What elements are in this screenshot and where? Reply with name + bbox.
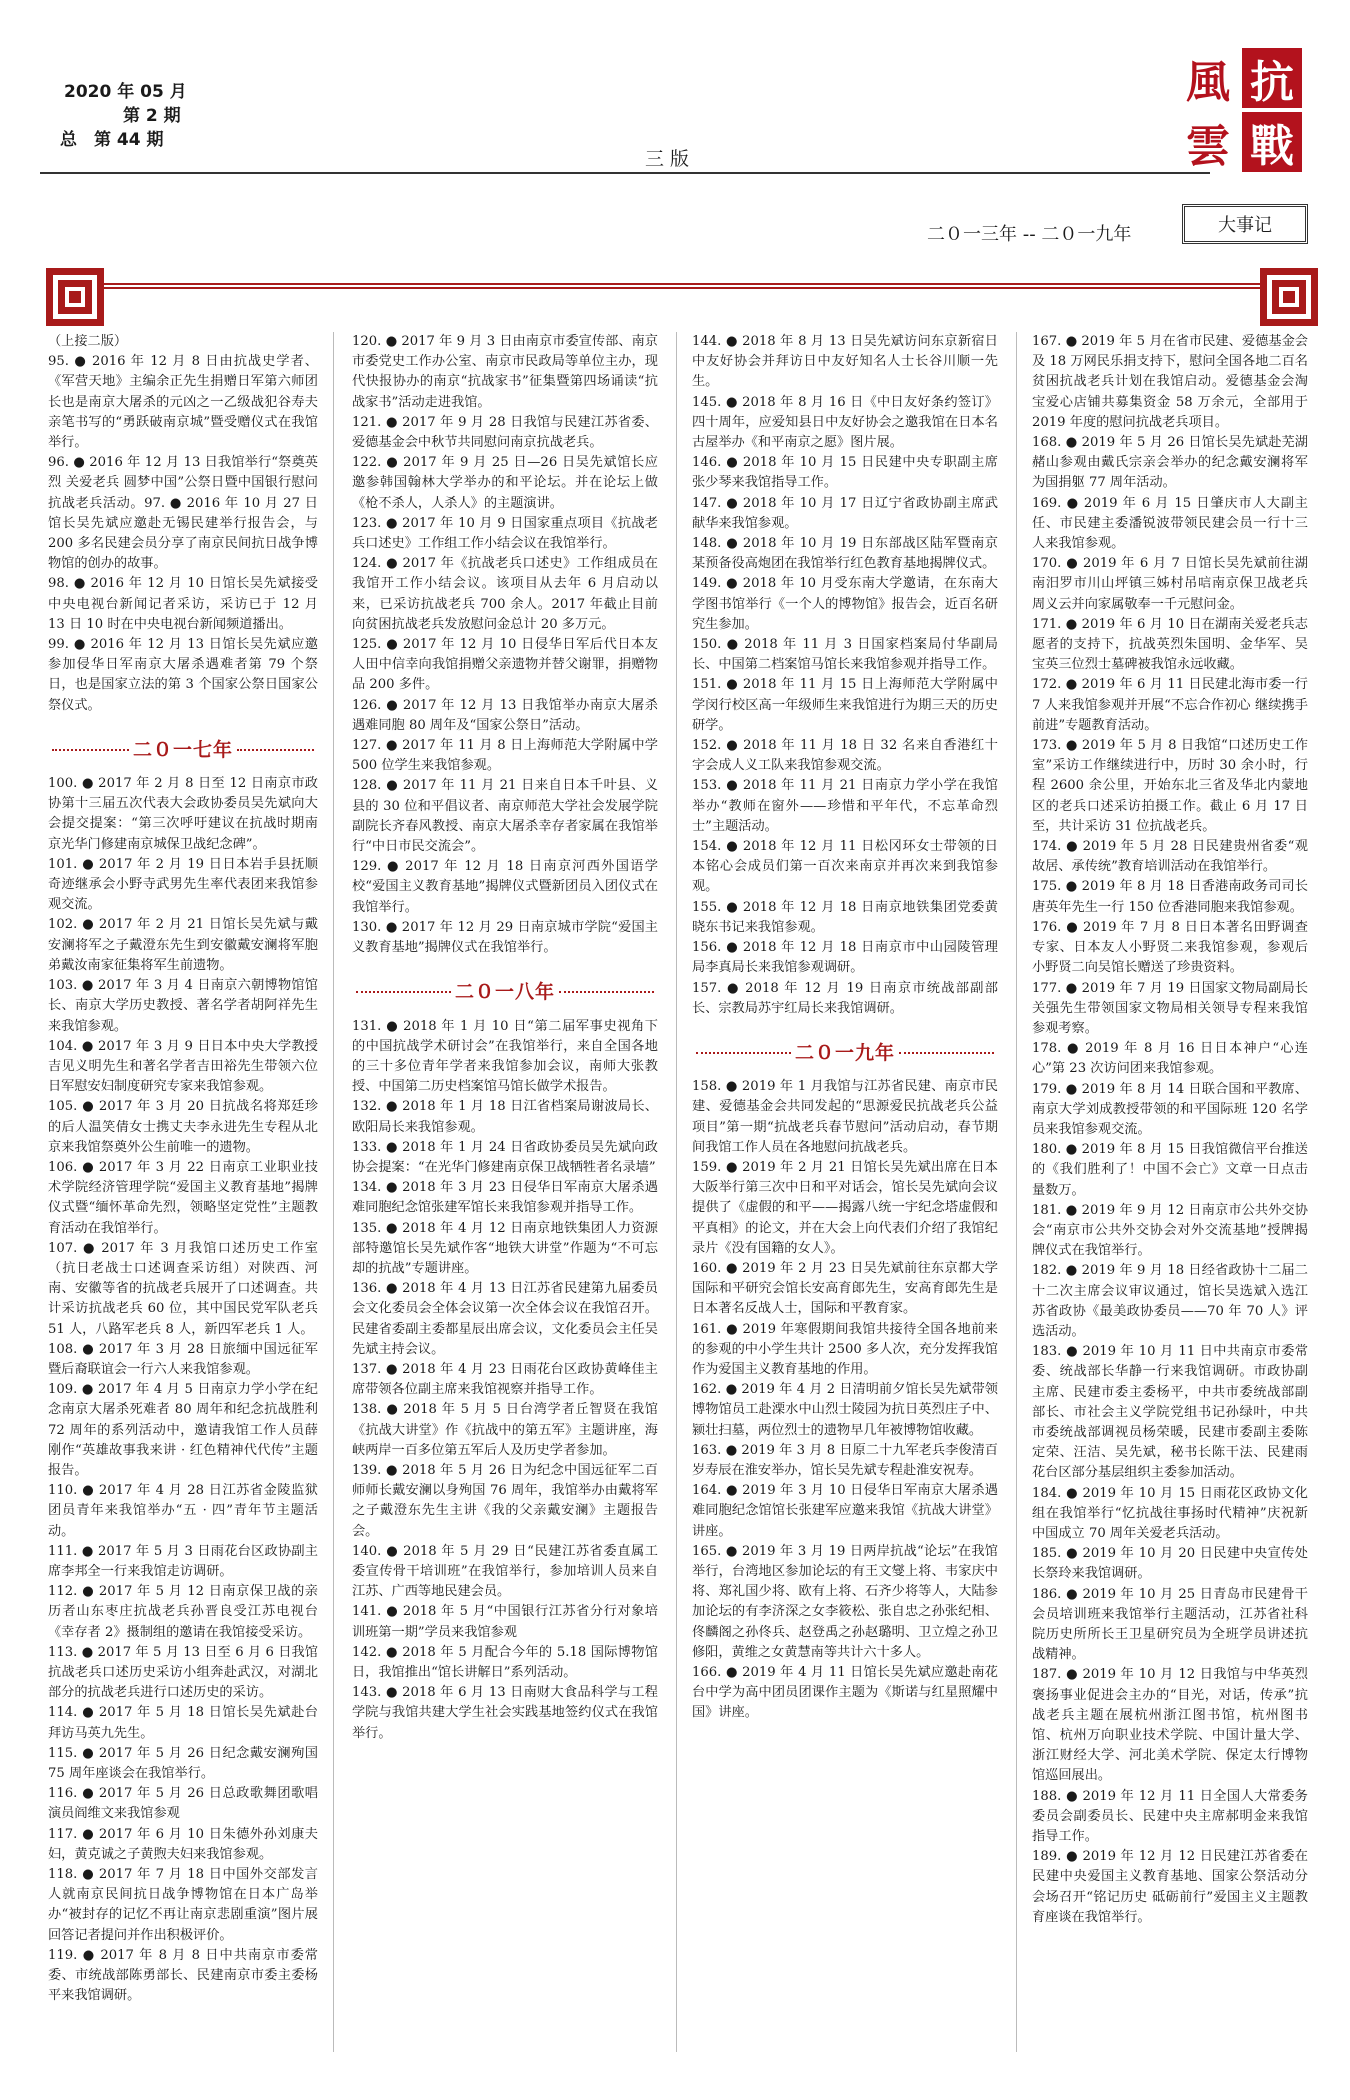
chronicle-entry: 98. ● 2016 年 12 月 10 日馆长吴先斌接受中央电视台新闻记者采访，采访已于 12 月 13 日 10 时在中央电视台新闻频道播出。 bbox=[48, 576, 318, 632]
chronicle-entry: 150. ● 2018 年 11 月 3 日国家档案局付华副局长、中国第二档案馆马馆长来我馆参观并指导工作。 bbox=[692, 637, 998, 673]
chronicle-entry: 132. ● 2018 年 1 月 18 日江省档案局谢波局长、欧阳局长来我馆参观。 bbox=[352, 1099, 658, 1135]
chronicle-entry: 189. ● 2019 年 12 月 12 日民建江苏省委在民建中央爱国主义教育基地、国家公祭活动分会场召开“铭记历史 砥砺前行”爱国主义主题教育座谈在我馆举行。 bbox=[1032, 1849, 1308, 1925]
chronicle-entry: 174. ● 2019 年 5 月 28 日民建贵州省委“观故居、承传统”教育培训活动在我馆举行。 bbox=[1032, 839, 1308, 875]
chronicle-entry: 96. ● 2016 年 12 月 13 日我馆举行“祭奠英烈 关爱老兵 圆梦中国”公祭日暨中国银行慰问抗战老兵活动。97. ● 2016 年 10 月 27 日馆长吴先斌应邀赴无锡民建举行报告会，与 200 多名民建会员分享了南京民间抗日战争博物馆的创办的故事。 bbox=[48, 455, 318, 572]
chronicle-entry: 184. ● 2019 年 10 月 15 日雨花区政协文化组在我馆举行“忆抗战往事扬时代精神”庆祝新中国成立 70 周年关爱老兵活动。 bbox=[1032, 1485, 1308, 1541]
page-section: 三 版 bbox=[645, 148, 690, 170]
issue-total: 总 第 44 期 bbox=[60, 130, 164, 150]
logo-char-4: 戰 bbox=[1242, 112, 1302, 172]
chronicle-entry: 112. ● 2017 年 5 月 12 日南京保卫战的亲历者山东枣庄抗战老兵孙晋良受江苏电视台《幸存者 2》摄制组的邀请在我馆接受采访。 bbox=[48, 1584, 318, 1640]
left-fret-ornament bbox=[46, 268, 104, 326]
chronicle-entry: 172. ● 2019 年 6 月 11 日民建北海市委一行 7 人来我馆参观并开展“不忘合作初心 继续携手前进”专题教育活动。 bbox=[1032, 677, 1308, 733]
chronicle-entry: 125. ● 2017 年 12 月 10 日侵华日军后代日本友人田中信幸向我馆捐赠父亲遗物并替父谢罪，捐赠物品 200 多件。 bbox=[352, 637, 658, 693]
chronicle-entry: 143. ● 2018 年 6 月 13 日南财大食品科学与工程学院与我馆共建大学生社会实践基地签约仪式在我馆举行。 bbox=[352, 1685, 658, 1741]
chronicle-entry: 129. ● 2017 年 12 月 18 日南京河西外国语学校“爱国主义教育基地”揭牌仪式暨新团员入团仪式在我馆举行。 bbox=[352, 859, 658, 915]
chronicle-entry: 187. ● 2019 年 10 月 12 日我馆与中华英烈褒扬事业促进会主办的“目光，对话，传承”抗战老兵主题在展杭州浙江图书馆，杭州图书馆、杭州万向职业技术学院、中国计量大学、浙江财经大学、河北美术学院、保定太行博物馆巡回展出。 bbox=[1032, 1667, 1308, 1784]
chronicle-entry: 171. ● 2019 年 6 月 10 日在湖南关爱老兵志愿者的支持下，抗战英烈朱国明、金华军、吴宝英三位烈士墓碑被我馆永远收藏。 bbox=[1032, 616, 1308, 673]
year-heading: 二０一七年 bbox=[48, 740, 318, 760]
column-divider bbox=[1016, 332, 1017, 2052]
chronicle-entry: 183. ● 2019 年 10 月 11 日中共南京市委常委、统战部长华静一行来我馆调研。市政协副主席、民建市委主委杨平，中共市委统战部副部长、市社会主义学院党组书记孙绿叶，中共市委统战部调视员杨荣暖，民建市委副主委陈定荣、汪洁、吴先斌，秘书长陈干法、民建雨花台区部分基层组织主委参加活动。 bbox=[1032, 1344, 1308, 1481]
chronicle-entry: 121. ● 2017 年 9 月 28 日我馆与民建江苏省委、爱德基金会中秋节共同慰问南京抗战老兵。 bbox=[352, 414, 658, 451]
right-fret-ornament bbox=[1260, 268, 1318, 326]
column-4 bbox=[1032, 332, 1308, 1928]
chronicle-entry: 142. ● 2018 年 5 月配合今年的 5.18 国际博物馆日，我馆推出“馆长讲解日”系列活动。 bbox=[352, 1644, 658, 1680]
chronicle-entry: 110. ● 2017 年 4 月 28 日江苏省金陵监狱团员青年来我馆举办“五 · 四”青年节主题活动。 bbox=[48, 1483, 318, 1539]
chronicle-entry: 137. ● 2018 年 4 月 23 日雨花台区政协黄峰佳主席带领各位副主席来我馆视察并指导工作。 bbox=[352, 1361, 658, 1398]
chronicle-entry: 115. ● 2017 年 5 月 26 日纪念戴安澜殉国 75 周年座谈会在我馆举行。 bbox=[48, 1745, 318, 1782]
chronicle-entry: 164. ● 2019 年 3 月 10 日侵华日军南京大屠杀遇难同胞纪念馆馆长张建军应邀来我馆《抗战大讲堂》讲座。 bbox=[692, 1483, 998, 1539]
logo-char-3: 雲 bbox=[1178, 112, 1238, 172]
column-2 bbox=[352, 332, 658, 1744]
chronicle-entry: 151. ● 2018 年 11 月 15 日上海师范大学附属中学闵行校区高一年级师生来我馆进行为期三天的历史研学。 bbox=[692, 677, 998, 733]
chronicle-entry: 168. ● 2019 年 5 月 26 日馆长吴先斌赴芜湖赭山参观由戴氏宗亲会举办的纪念戴安澜将军为国捐躯 77 周年活动。 bbox=[1032, 435, 1308, 491]
chronicle-entry: 145. ● 2018 年 8 月 16 日《中日友好条约签订》四十周年，应爱知县日中友好协会之邀我馆在日本名古屋举办《和平南京之愿》图片展。 bbox=[692, 394, 998, 451]
chronicle-entry: （上接二版） bbox=[48, 334, 128, 349]
chronicle-entry: 146. ● 2018 年 10 月 15 日民建中央专职副主席张少琴来我馆指导工作。 bbox=[692, 455, 998, 491]
chronicle-entry: 99. ● 2016 年 12 月 13 日馆长吴先斌应邀参加侵华日军南京大屠杀遇难者第 79 个祭日，也是国家立法的第 3 个国家公祭日国家公祭仪式。 bbox=[48, 637, 318, 713]
column-divider bbox=[676, 332, 677, 2052]
chronicle-entry: 188. ● 2019 年 12 月 11 日全国人大常委务委员会副委员长、民建中央主席郝明金来我馆指导工作。 bbox=[1032, 1788, 1308, 1845]
logo-char-2: 抗 bbox=[1242, 48, 1302, 108]
chronicle-entry: 111. ● 2017 年 5 月 3 日雨花台区政协副主席李邦全一行来我馆走访调研。 bbox=[48, 1543, 318, 1579]
chronicle-entry: 109. ● 2017 年 4 月 5 日南京力学小学在纪念南京大屠杀死难者 80 周年和纪念抗战胜利 72 周年的系列活动中，邀请我馆工作人员薛刚作“英雄故事我来讲 · 红色精神代代传”主题报告。 bbox=[48, 1382, 318, 1478]
chronicle-entry: 138. ● 2018 年 5 月 5 日台湾学者丘智贤在我馆《抗战大讲堂》作《抗战中的第五军》主题讲座，海峡两岸一百多位第五军后人及历史学者参加。 bbox=[352, 1402, 658, 1458]
chronicle-entry: 130. ● 2017 年 12 月 29 日南京城市学院“爱国主义教育基地”揭牌仪式在我馆举行。 bbox=[352, 919, 658, 956]
chronicle-entry: 149. ● 2018 年 10 月受东南大学邀请，在东南大学图书馆举行《一个人的博物馆》报告会，近百名研究生参加。 bbox=[692, 576, 998, 632]
chronicle-entry: 107. ● 2017 年 3 月我馆口述历史工作室（抗日老战士口述调查采访组）对陕西、河南、安徽等省的抗战老兵展开了口述调查。共计采访抗战老兵 60 位，其中国民党军队老兵 51 人，八路军老兵 8 人，新四军老兵 1 人。 bbox=[48, 1240, 318, 1337]
chronicle-entry: 181. ● 2019 年 9 月 12 日南京市公共外交协会“南京市公共外交协会对外交流基地”授牌揭牌仪式在我馆举行。 bbox=[1032, 1202, 1308, 1259]
chronicle-entry: 113. ● 2017 年 5 月 13 日至 6 月 6 日我馆抗战老兵口述历史采访小组奔赴武汉，对湖北部分的抗战老兵进行口述历史的采访。 bbox=[48, 1644, 318, 1701]
header-rule bbox=[40, 172, 1210, 174]
chronicle-entry: 161. ● 2019 年寒假期间我馆共接待全国各地前来的参观的中小学生共计 2500 多人次，充分发挥我馆作为爱国主义教育基地的作用。 bbox=[692, 1321, 998, 1377]
chronicle-entry: 153. ● 2018 年 11 月 21 日南京力学小学在我馆举办“教师在窗外——珍惜和平年代，不忘革命烈士”主题活动。 bbox=[692, 778, 998, 834]
chronicle-entry: 179. ● 2019 年 8 月 14 日联合国和平教席、南京大学刘成教授带领的和平国际班 120 名学员来我馆参观交流。 bbox=[1032, 1081, 1308, 1137]
chronicle-entry: 152. ● 2018 年 11 月 18 日 32 名来自香港红十字会成人义工队来我馆参观交流。 bbox=[692, 738, 998, 774]
newspaper-logo bbox=[1178, 44, 1308, 176]
logo-char-1: 風 bbox=[1178, 48, 1238, 108]
chronicle-entry: 169. ● 2019 年 6 月 15 日肇庆市人大副主任、市民建主委潘锐波带领民建会员一行十三人来我馆参观。 bbox=[1032, 495, 1308, 552]
year-heading: 二０一九年 bbox=[692, 1043, 998, 1063]
chronicle-entry: 158. ● 2019 年 1 月我馆与江苏省民建、南京市民建、爱德基金会共同发起的“思源爱民抗战老兵公益项目”第一期“抗战老兵春节慰问”活动启动，春节期间我馆工作人员在各地慰问抗战老兵。 bbox=[692, 1079, 998, 1155]
chronicle-entry: 156. ● 2018 年 12 月 18 日南京市中山园陵管理局李真局长来我馆参观调研。 bbox=[692, 940, 998, 976]
chronicle-entry: 122. ● 2017 年 9 月 25 日—26 日吴先斌馆长应邀参韩国翰林大学举办的和平论坛。并在论坛上做《枪不杀人，人杀人》的主题演讲。 bbox=[352, 455, 658, 511]
column-divider bbox=[333, 332, 334, 2052]
chronicle-entry: 144. ● 2018 年 8 月 13 日吴先斌访问东京新宿日中友好协会并拜访日中友好知名人士长谷川顺一先生。 bbox=[692, 334, 998, 390]
date-range: 二０一三年 -- 二０一九年 bbox=[927, 224, 1132, 245]
chronicle-entry: 128. ● 2017 年 11 月 21 日来自日本千叶县、义县的 30 位和平倡议者、南京师范大学社会发展学院副院长齐春风教授、南京大屠杀幸存者家属在我馆举行“中日市民交流会”。 bbox=[352, 778, 658, 855]
chronicle-entry: 123. ● 2017 年 10 月 9 日国家重点项目《抗战老兵口述史》工作组工作小结会议在我馆举行。 bbox=[352, 515, 658, 552]
chronicle-entry: 163. ● 2019 年 3 月 8 日原二十九军老兵李俊清百岁寿辰在淮安举办，馆长吴先斌专程赴淮安祝寿。 bbox=[692, 1442, 998, 1478]
section-badge: 大事记 bbox=[1182, 204, 1308, 244]
chronicle-entry: 154. ● 2018 年 12 月 11 日松冈环女士带领的日本铭心会成员们第一百次来南京并再次来到我馆参观。 bbox=[692, 839, 998, 895]
chronicle-entry: 157. ● 2018 年 12 月 19 日南京市统战部副部长、宗教局苏宇红局长来我馆调研。 bbox=[692, 980, 998, 1016]
issue-date: 2020 年 05 月 bbox=[64, 82, 187, 102]
chronicle-entry: 167. ● 2019 年 5 月在省市民建、爱德基金会及 18 万网民乐捐支持下，慰问全国各地二百名贫困抗战老兵计划在我馆启动。爱德基金会淘宝爱心店铺共募集资金 58 万余元，全部用于 2019 年度的慰问抗战老兵项目。 bbox=[1032, 334, 1308, 430]
chronicle-entry: 166. ● 2019 年 4 月 11 日馆长吴先斌应邀赴南花台中学为高中团员团课作主题为《斯诺与红星照耀中国》讲座。 bbox=[692, 1665, 998, 1721]
chronicle-entry: 124. ● 2017 年《抗战老兵口述史》工作组成员在我馆开工作小结会议。该项目从去年 6 月启动以来，已采访抗战老兵 700 余人。2017 年截止目前向贫困抗战老兵发放慰问金总计 20 多万元。 bbox=[352, 556, 658, 632]
chronicle-entry: 182. ● 2019 年 9 月 18 日经省政协十二届二十二次主席会议审议通过，馆长吴选斌入选江苏省政协《最美政协委员——70 年 70 人》评选活动。 bbox=[1032, 1263, 1308, 1339]
chronicle-entry: 177. ● 2019 年 7 月 19 日国家文物局副局长关强先生带领国家文物局相关领导专程来我馆参观考察。 bbox=[1032, 980, 1308, 1036]
chronicle-entry: 176. ● 2019 年 7 月 8 日日本著名田野调查专家、日本友人小野贤二来我馆参观，参观后小野贤二向吴馆长赠送了珍贵资料。 bbox=[1032, 919, 1308, 976]
chronicle-entry: 117. ● 2017 年 6 月 10 日朱德外孙刘康夫妇，黄克诚之子黄煦夫妇来我馆参观。 bbox=[48, 1826, 318, 1862]
chronicle-entry: 136. ● 2018 年 4 月 13 日江苏省民建第九届委员会文化委员会全体会议第一次全体会议在我馆召开。民建省委副主委都星辰出席会议，文化委员会主任吴先斌主持会议。 bbox=[352, 1281, 658, 1357]
chronicle-entry: 126. ● 2017 年 12 月 13 日我馆举办南京大屠杀遇难同胞 80 周年及“国家公祭日”活动。 bbox=[352, 697, 658, 733]
chronicle-entry: 155. ● 2018 年 12 月 18 日南京地铁集团党委黄晓东书记来我馆参观。 bbox=[692, 899, 998, 935]
chronicle-entry: 105. ● 2017 年 3 月 20 日抗战名将郑廷珍的后人温笑倩女士携丈夫李永进先生专程从北京来我馆祭奠外公生前唯一的遗物。 bbox=[48, 1099, 318, 1155]
chronicle-entry: 120. ● 2017 年 9 月 3 日由南京市委宣传部、南京市委党史工作办公室、南京市民政局等单位主办，现代快报协办的南京“抗战家书”征集暨第四场诵读“抗战家书”活动走进我馆。 bbox=[352, 334, 658, 410]
chronicle-entry: 170. ● 2019 年 6 月 7 日馆长吴先斌前往湖南汨罗市川山坪镇三姊村吊唁南京保卫战老兵周义云并向家属敬奉一千元慰问金。 bbox=[1032, 556, 1308, 612]
chronicle-entry: 185. ● 2019 年 10 月 20 日民建中央宣传处长祭玲来我馆调研。 bbox=[1032, 1546, 1308, 1582]
chronicle-entry: 140. ● 2018 年 5 月 29 日“民建江苏省委直属工委宣传骨干培训班”在我馆举行，参加培训人员来自江苏、广西等地民建会员。 bbox=[352, 1543, 658, 1600]
chronicle-entry: 175. ● 2019 年 8 月 18 日香港南政务司司长唐英年先生一行 150 位香港同胞来我馆参观。 bbox=[1032, 879, 1308, 915]
chronicle-entry: 119. ● 2017 年 8 月 8 日中共南京市委常委、市统战部陈勇部长、民建南京市委主委杨平来我馆调研。 bbox=[48, 1947, 318, 2004]
chronicle-entry: 103. ● 2017 年 3 月 4 日南京六朝博物馆馆长、南京大学历史教授、著名学者胡阿祥先生来我馆参观。 bbox=[48, 978, 318, 1034]
chronicle-entry: 95. ● 2016 年 12 月 8 日由抗战史学者、《军营天地》主编余正先生捐赠日军第六师团长也是南京大屠杀的元凶之一乙级战犯谷寿夫亲笔书写的“勇跃破南京城”暨受赠仪式在我馆举行。 bbox=[48, 354, 318, 451]
column-1 bbox=[48, 332, 318, 2006]
chronicle-entry: 178. ● 2019 年 8 月 16 日日本神户“心连心”第 23 次访问团来我馆参观。 bbox=[1032, 1041, 1308, 1077]
chronicle-entry: 104. ● 2017 年 3 月 9 日日本中央大学教授吉见义明先生和著名学者吉田裕先生带领六位日军慰安妇制度研究专家来我馆参观。 bbox=[48, 1038, 318, 1095]
chronicle-entry: 160. ● 2019 年 2 月 23 日吴先斌前往东京都大学国际和平研究会馆长安高育郎先生，安高育郎先生是日本著名反战人士，国际和平教育家。 bbox=[692, 1260, 998, 1317]
chronicle-entry: 141. ● 2018 年 5 月“中国银行江苏省分行对象培训班第一期”学员来我馆参观 bbox=[352, 1604, 658, 1640]
chronicle-entry: 173. ● 2019 年 5 月 8 日我馆“口述历史工作室”采访工作继续进行中，历时 30 余小时，行程 2600 余公里，开始东北三省及华北内蒙地区的老兵口述采访拍摄工作。截止 6 月 17 日至，共计采访 31 位抗战老兵。 bbox=[1032, 738, 1308, 834]
chronicle-entry: 186. ● 2019 年 10 月 25 日青岛市民建骨干会员培训班来我馆举行主题活动，江苏省社科院历史所所长王卫星研究员为全班学员讲述抗战精神。 bbox=[1032, 1586, 1308, 1663]
column-3 bbox=[692, 332, 998, 1724]
chronicle-entry: 131. ● 2018 年 1 月 10 日“第二届军事史视角下的中国抗战学术研讨会”在我馆举行，来自全国各地的三十多位青年学者来我馆参加会议，南师大张教授、中国第二历史档案馆马馆长做学术报告。 bbox=[352, 1018, 658, 1095]
chronicle-entry: 162. ● 2019 年 4 月 2 日清明前夕馆长吴先斌带领博物馆员工赴溧水中山烈士陵园为抗日英烈庄子中、颍壮扫墓，两位烈士的遗物早几年被博物馆收藏。 bbox=[692, 1382, 998, 1438]
chronicle-entry: 133. ● 2018 年 1 月 24 日省政协委员吴先斌向政协会提案：“在光华门修建南京保卫战牺牲者名录墙” bbox=[352, 1139, 658, 1175]
chronicle-entry: 101. ● 2017 年 2 月 19 日日本岩手县抚顺奇迹继承会小野寺武男先生率代表团来我馆参观交流。 bbox=[48, 856, 318, 913]
issue-number: 第 2 期 bbox=[123, 106, 181, 126]
chronicle-entry: 135. ● 2018 年 4 月 12 日南京地铁集团人力资源部特邀馆长吴先斌作客“地铁大讲堂”作题为“不可忘却的抗战”专题讲座。 bbox=[352, 1220, 658, 1276]
chronicle-entry: 102. ● 2017 年 2 月 21 日馆长吴先斌与戴安澜将军之子戴澄东先生到安徽戴安澜将军胞弟戴汝南家征集将军生前遗物。 bbox=[48, 917, 318, 973]
chronicle-entry: 108. ● 2017 年 3 月 28 日旅缅中国远征军暨后裔联谊会一行六人来我馆参观。 bbox=[48, 1341, 318, 1377]
chronicle-entry: 159. ● 2019 年 2 月 21 日馆长吴先斌出席在日本大阪举行第三次中日和平对话会，馆长吴先斌向会议提供了《虚假的和平——揭露八统一宇纪念塔虚假和平真相》的论文，并在大会上向代表们介绍了我馆纪录片《没有国籍的女人》。 bbox=[692, 1159, 998, 1256]
chronicle-entry: 106. ● 2017 年 3 月 22 日南京工业职业技术学院经济管理学院“爱国主义教育基地”揭牌仪式暨“缅怀革命先烈，领略坚定党性”主题教育活动在我馆举行。 bbox=[48, 1159, 318, 1236]
top-border-band bbox=[104, 283, 1260, 289]
chronicle-entry: 100. ● 2017 年 2 月 8 日至 12 日南京市政协第十三届五次代表大会政协委员吴先斌向大会提交提案：“第三次呼吁建议在抗战时期南京光华门修建南京城保卫战纪念碑”。 bbox=[48, 776, 318, 852]
chronicle-entry: 127. ● 2017 年 11 月 8 日上海师范大学附属中学 500 位学生来我馆参观。 bbox=[352, 738, 658, 774]
chronicle-entry: 134. ● 2018 年 3 月 23 日侵华日军南京大屠杀遇难同胞纪念馆张建军馆长来我馆参观并指导工作。 bbox=[352, 1180, 658, 1216]
chronicle-entry: 180. ● 2019 年 8 月 15 日我馆微信平台推送的《我们胜利了！中国不会亡》文章一日点击量数万。 bbox=[1032, 1142, 1308, 1198]
chronicle-entry: 147. ● 2018 年 10 月 17 日辽宁省政协副主席武献华来我馆参观。 bbox=[692, 495, 998, 531]
year-heading: 二０一八年 bbox=[352, 982, 658, 1002]
chronicle-entry: 116. ● 2017 年 5 月 26 日总政歌舞团歌唱演员阎维文来我馆参观 bbox=[48, 1786, 318, 1822]
issue-info bbox=[60, 80, 187, 152]
chronicle-entry: 139. ● 2018 年 5 月 26 日为纪念中国远征军二百师师长戴安澜以身殉国 76 周年，我馆举办由戴将军之子戴澄东先生主讲《我的父亲戴安澜》主题报告会。 bbox=[352, 1462, 658, 1539]
chronicle-entry: 165. ● 2019 年 3 月 19 日两岸抗战“论坛”在我馆举行，台湾地区参加论坛的有王文燮上将、韦家庆中将、郑礼国少将、欧有上将、石齐少将等人，大陆参加论坛的有李济深之女李筱松、张自忠之孙张纪相、佟麟阁之孙佟兵、赵登禹之孙赵璐明、卫立煌之孙卫修阳，黄维之女黄慧南等共计六十多人。 bbox=[692, 1543, 998, 1660]
chronicle-entry: 114. ● 2017 年 5 月 18 日馆长吴先斌赴台拜访马英九先生。 bbox=[48, 1705, 318, 1741]
chronicle-entry: 118. ● 2017 年 7 月 18 日中国外交部发言人就南京民间抗日战争博物馆在日本广岛举办“被封存的记忆不再让南京悲剧重演”图片展回答记者提问并作出积极评价。 bbox=[48, 1867, 318, 1943]
chronicle-entry: 148. ● 2018 年 10 月 19 日东部战区陆军暨南京某预备役高炮团在我馆举行红色教育基地揭牌仪式。 bbox=[692, 536, 998, 572]
